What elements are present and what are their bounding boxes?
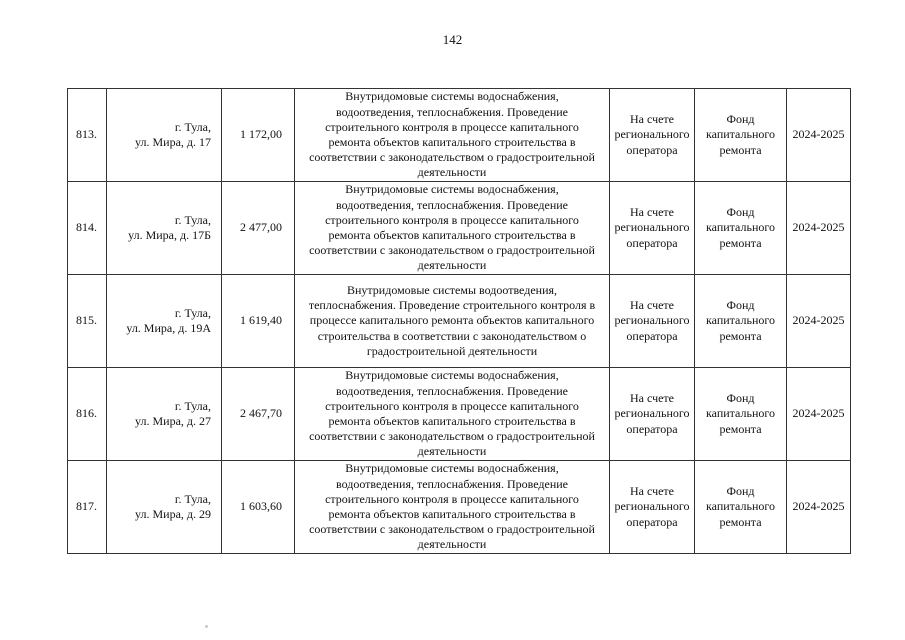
- source-line: капитального: [706, 499, 775, 514]
- account-line: оператора: [626, 142, 678, 157]
- account-line: На счете: [629, 484, 674, 499]
- work-line: ремонта объектов капитального строительства в: [328, 507, 576, 521]
- work-line: соответствии с законодательством о градостроительной: [309, 522, 595, 537]
- address-cell: [107, 182, 222, 275]
- work-description-cell: [295, 182, 610, 275]
- source-line: ремонта: [719, 421, 762, 436]
- account-line: регионального: [614, 499, 690, 514]
- account-line: оператора: [626, 514, 678, 529]
- work-description-cell: [295, 368, 610, 461]
- row-number: 816.: [68, 368, 107, 461]
- account-line: регионального: [614, 127, 690, 142]
- work-line: водоотведения, теплоснабжения. Проведение: [335, 197, 568, 212]
- table-row: [68, 368, 851, 461]
- row-number: 817.: [68, 461, 107, 554]
- address-cell: [107, 89, 222, 182]
- funding-source-cell: [695, 182, 787, 275]
- work-line: Внутридомовые системы водоснабжения,: [345, 368, 559, 383]
- address-line: ул. Мира, д. 27: [135, 414, 211, 428]
- work-description-cell: [295, 461, 610, 554]
- account-cell: [610, 89, 695, 182]
- account-line: оператора: [626, 421, 678, 436]
- work-line: деятельности: [417, 444, 487, 459]
- row-number: 813.: [68, 89, 107, 182]
- source-line: ремонта: [719, 328, 762, 343]
- account-line: На счете: [629, 205, 674, 220]
- account-line: регионального: [614, 406, 690, 421]
- address-line: г. Тула,: [174, 119, 211, 134]
- row-number: 814.: [68, 182, 107, 275]
- work-line: строительного контроля в процессе капитального: [325, 119, 579, 134]
- address-line: ул. Мира, д. 17Б: [128, 228, 211, 242]
- cost-cell: 2 477,00: [222, 182, 295, 275]
- address-cell: [107, 275, 222, 368]
- table-row: [68, 182, 851, 275]
- work-line: деятельности: [417, 537, 487, 552]
- source-line: капитального: [706, 220, 775, 235]
- work-line: водоотведения, теплоснабжения. Проведение: [335, 104, 568, 119]
- work-description-cell: [295, 89, 610, 182]
- work-line: ремонта объектов капитального строительства в: [328, 414, 576, 428]
- table-row: [68, 461, 851, 554]
- work-line: строительного контроля в процессе капитального: [325, 212, 579, 227]
- period-cell: 2024-2025: [787, 182, 851, 275]
- account-cell: [610, 182, 695, 275]
- funding-source-cell: [695, 275, 787, 368]
- work-line: ремонта объектов капитального строительства в: [328, 228, 576, 242]
- source-line: ремонта: [719, 514, 762, 529]
- work-line: водоотведения, теплоснабжения. Проведение: [335, 383, 568, 398]
- period-cell: 2024-2025: [787, 89, 851, 182]
- source-line: капитального: [706, 406, 775, 421]
- table-row: [68, 89, 851, 182]
- address-cell: [107, 461, 222, 554]
- work-line: деятельности: [417, 165, 487, 180]
- cost-cell: 1 172,00: [222, 89, 295, 182]
- work-line: процессе капитального ремонта объектов капитального: [309, 313, 595, 328]
- work-line: строительного контроля в процессе капитального: [325, 398, 579, 413]
- row-number: 815.: [68, 275, 107, 368]
- account-line: регионального: [614, 313, 690, 328]
- work-line: Внутридомовые системы водоснабжения,: [345, 182, 559, 197]
- table-body: [68, 89, 851, 554]
- cost-cell: 1 619,40: [222, 275, 295, 368]
- source-line: Фонд: [726, 484, 755, 499]
- funding-source-cell: [695, 461, 787, 554]
- work-line: водоотведения, теплоснабжения. Проведение: [335, 476, 568, 491]
- work-line: строительства в соответствии с законодательством о: [317, 328, 587, 343]
- work-line: соответствии с законодательством о градостроительной: [309, 429, 595, 444]
- account-line: регионального: [614, 220, 690, 235]
- source-line: Фонд: [726, 205, 755, 220]
- table-row: [68, 275, 851, 368]
- account-line: оператора: [626, 235, 678, 250]
- account-cell: [610, 275, 695, 368]
- account-line: На счете: [629, 298, 674, 313]
- address-line: г. Тула,: [174, 305, 211, 320]
- work-line: ремонта объектов капитального строительства в: [328, 135, 576, 149]
- address-line: ул. Мира, д. 29: [135, 507, 211, 521]
- work-line: Внутридомовые системы водоснабжения,: [345, 461, 559, 476]
- address-line: г. Тула,: [174, 212, 211, 227]
- scan-speck: [205, 625, 208, 628]
- work-line: строительного контроля в процессе капитального: [325, 491, 579, 506]
- source-line: ремонта: [719, 235, 762, 250]
- account-line: На счете: [629, 391, 674, 406]
- work-line: соответствии с законодательством о градостроительной: [309, 150, 595, 165]
- source-line: капитального: [706, 313, 775, 328]
- work-line: соответствии с законодательством о градостроительной: [309, 243, 595, 258]
- work-line: градостроительной деятельности: [366, 343, 538, 358]
- source-line: Фонд: [726, 298, 755, 313]
- repair-schedule-table: [67, 88, 851, 554]
- funding-source-cell: [695, 368, 787, 461]
- address-line: г. Тула,: [174, 398, 211, 413]
- source-line: Фонд: [726, 112, 755, 127]
- page-number: 142: [442, 32, 463, 47]
- address-line: г. Тула,: [174, 491, 211, 506]
- period-cell: 2024-2025: [787, 461, 851, 554]
- address-line: ул. Мира, д. 17: [135, 135, 211, 149]
- account-line: оператора: [626, 328, 678, 343]
- cost-cell: 2 467,70: [222, 368, 295, 461]
- source-line: капитального: [706, 127, 775, 142]
- work-description-cell: [295, 275, 610, 368]
- cost-cell: 1 603,60: [222, 461, 295, 554]
- funding-source-cell: [695, 89, 787, 182]
- period-cell: 2024-2025: [787, 275, 851, 368]
- work-line: Внутридомовые системы водоотведения,: [346, 282, 558, 297]
- work-line: теплоснабжения. Проведение строительного контроля в: [308, 298, 596, 313]
- address-line: ул. Мира, д. 19А: [126, 321, 211, 335]
- source-line: ремонта: [719, 142, 762, 157]
- account-cell: [610, 461, 695, 554]
- account-cell: [610, 368, 695, 461]
- address-cell: [107, 368, 222, 461]
- work-line: Внутридомовые системы водоснабжения,: [345, 89, 559, 104]
- work-line: деятельности: [417, 258, 487, 273]
- source-line: Фонд: [726, 391, 755, 406]
- period-cell: 2024-2025: [787, 368, 851, 461]
- account-line: На счете: [629, 112, 674, 127]
